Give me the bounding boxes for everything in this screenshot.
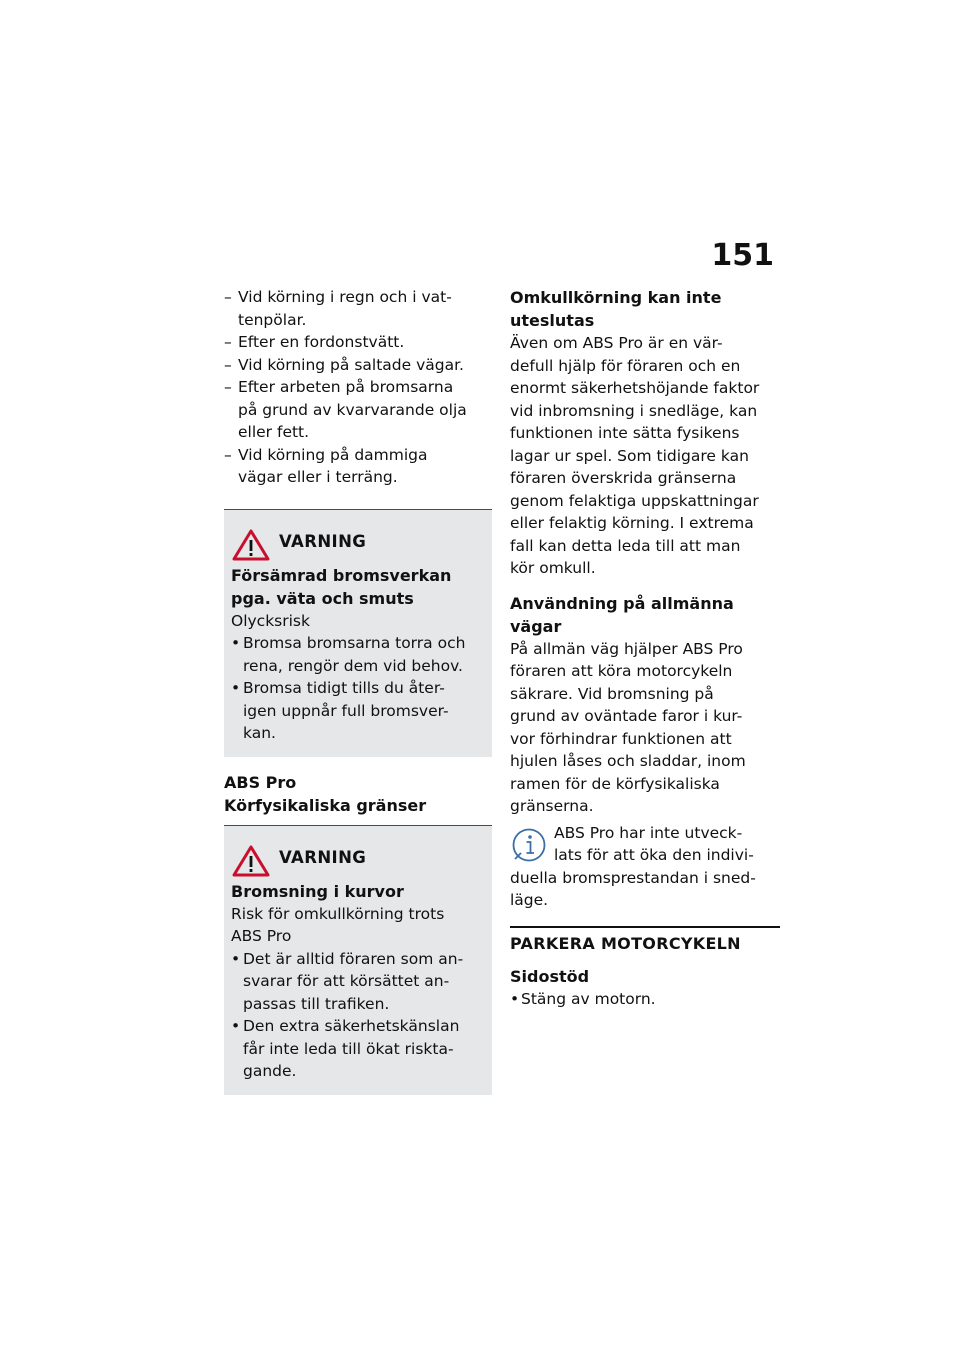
heading: uteslutas: [510, 311, 595, 330]
info-icon: [510, 826, 548, 864]
list-item: • Den extra säkerhetskänslan får inte leda till ökat riskta- gande.: [231, 1017, 460, 1080]
warning-label: VARNING: [279, 531, 367, 551]
sub-heading: Sidostöd: [510, 966, 590, 986]
warning-title: Försämrad bromsverkan: [231, 565, 452, 585]
list-item: • Stäng av motorn.: [510, 989, 656, 1008]
warning-subtitle: ABS Pro: [231, 927, 292, 945]
list-item: – Vid körning på saltade vägar.: [224, 355, 464, 374]
left-column: [224, 286, 492, 1095]
right-column: [510, 286, 780, 1010]
paragraph: På allmän väg hjälper ABS Pro föraren att köra motorcykeln säkrare. Vid bromsning på grund av oväntade faror i kur- vor förhindrar funktionen att hjulen låses och sladdar, inom ramen för de körfysikaliska gränserna.: [510, 639, 746, 815]
warning-triangle-icon: [231, 528, 271, 562]
list-item: – Efter en fordonstvätt.: [224, 333, 405, 351]
warning-subtitle: Olycksrisk: [231, 611, 310, 630]
warning-label: VARNING: [279, 847, 367, 867]
list-item: • Det är alltid föraren som an- svarar för att körsättet an- passas till trafiken.: [231, 949, 464, 1013]
chapter-title: PARKERA MOTORCYKELN: [510, 933, 741, 953]
warning-title: Bromsning i kurvor: [231, 881, 404, 901]
warning-box: [224, 509, 492, 757]
warning-subtitle: Risk för omkullkörning trots: [231, 904, 445, 923]
paragraph: Även om ABS Pro är en vär- defull hjälp för föraren och en enormt säkerhetshöjande faktor vid inbromsning i snedläge, kan funktionen inte sätta fysikens lagar ur spel. Som tidigare kan föraren överskrida gränserna genom felaktiga uppskattningar eller felaktig körning. I extrema fall kan detta leda till att man kör omkull.: [510, 334, 760, 577]
warning-triangle-icon: [231, 844, 271, 878]
heading: Omkullkörning kan inte: [510, 288, 722, 307]
list-item: – Vid körning på dammiga vägar eller i terräng.: [224, 445, 428, 486]
heading: vägar: [510, 616, 562, 636]
heading: Användning på allmänna: [510, 593, 734, 613]
list-item: • Bromsa bromsarna torra och rena, rengör dem vid behov.: [231, 634, 466, 675]
list-item: • Bromsa tidigt tills du åter- igen uppnår full bromsver- kan.: [231, 679, 449, 742]
section-subtitle: Körfysikaliska gränser: [224, 795, 427, 815]
info-note: ABS Pro har inte utveck- lats för att öka den indivi- duella bromsprestandan i sned- läge.: [510, 823, 756, 909]
list-item: – Efter arbeten på bromsarna på grund av kvarvarande olja eller fett.: [224, 378, 467, 441]
section-title: ABS Pro: [224, 772, 297, 792]
dash-list: [224, 286, 492, 489]
list-item: – Vid körning i regn och i vat- tenpölar.: [224, 288, 452, 329]
page-number: 151: [711, 238, 774, 273]
warning-box: [224, 825, 492, 1095]
warning-title: pga. väta och smuts: [231, 588, 414, 608]
